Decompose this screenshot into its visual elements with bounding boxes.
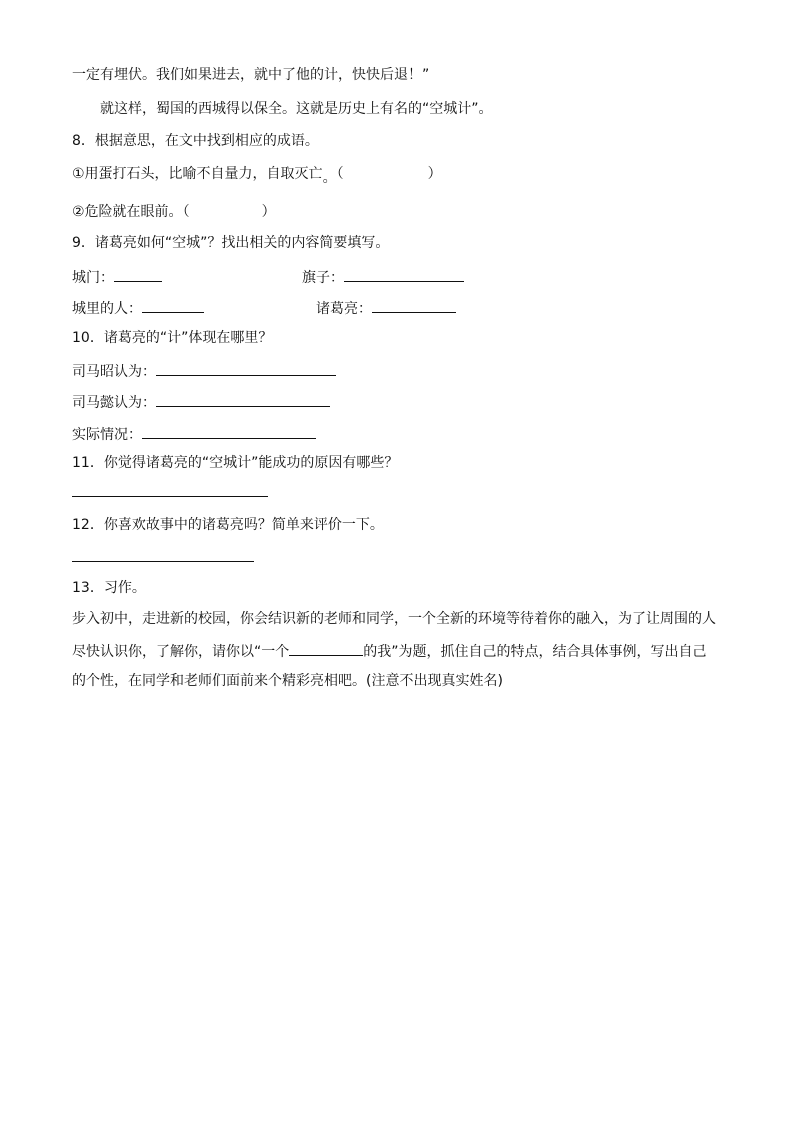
passage-line-1: 一定有埋伏。我们如果进去，就中了他的计，快快后退！”	[72, 67, 430, 83]
people-field	[72, 298, 204, 318]
item-1-lparen: （	[336, 166, 344, 182]
item-1-dot: 。	[322, 170, 337, 186]
question-11-answer-line[interactable]	[72, 496, 268, 497]
passage-line-2: 就这样，蜀国的西城得以保全。这就是历史上有名的“空城计”。	[100, 101, 493, 117]
question-8-item-2	[72, 203, 276, 221]
item-1-rparen: ）	[427, 166, 442, 182]
gate-field	[72, 267, 162, 287]
zhuge-label: 诸葛亮：	[316, 301, 372, 317]
question-10-stem: 10．诸葛亮的“计”体现在哪里？	[72, 330, 273, 346]
fact-answer-blank[interactable]	[142, 424, 316, 439]
flag-label: 旗子：	[302, 270, 344, 286]
essay-line-2-start: 尽快认识你，了解你，请你以“一个	[72, 644, 290, 660]
flag-answer-blank[interactable]	[344, 267, 464, 282]
fact-label: 实际情况：	[72, 427, 142, 443]
gate-label: 城门：	[72, 270, 114, 286]
people-answer-blank[interactable]	[142, 298, 204, 313]
item-2-rparen: ）	[261, 204, 276, 220]
essay-line-1: 步入初中，走进新的校园，你会结识新的老师和同学，一个全新的环境等待着你的融入，为了让周围的人	[72, 611, 716, 627]
essay-title-blank[interactable]	[289, 641, 363, 656]
question-13-stem: 13．习作。	[72, 580, 146, 596]
item-2-text: ②危险就在眼前。	[72, 204, 183, 220]
question-11-stem: 11．你觉得诸葛亮的“空城计”能成功的原因有哪些？	[72, 455, 399, 471]
item-1-text: ①用蛋打石头，比喻不自量力，自取灭亡	[72, 166, 323, 182]
question-8-stem: 8．根据意思，在文中找到相应的成语。	[72, 133, 319, 149]
yi-answer-blank[interactable]	[156, 392, 330, 407]
question-8-item-1	[72, 165, 442, 186]
flag-field	[302, 267, 464, 287]
zhao-field	[72, 361, 336, 381]
zhao-answer-blank[interactable]	[156, 361, 336, 376]
zhao-label: 司马昭认为：	[72, 364, 156, 380]
yi-label: 司马懿认为：	[72, 395, 156, 411]
gate-answer-blank[interactable]	[114, 267, 162, 282]
essay-line-2	[72, 641, 707, 661]
question-9-stem: 9．诸葛亮如何“空城”？找出相关的内容简要填写。	[72, 235, 390, 251]
question-12-stem: 12．你喜欢故事中的诸葛亮吗？简单来评价一下。	[72, 517, 384, 533]
essay-line-3: 的个性，在同学和老师们面前来个精彩亮相吧。(注意不出现真实姓名)	[72, 673, 503, 689]
essay-line-2-end: 的我”为题，抓住自己的特点，结合具体事例，写出自己	[363, 644, 707, 660]
zhuge-answer-blank[interactable]	[372, 298, 456, 313]
fact-field	[72, 424, 316, 444]
item-2-lparen: （	[182, 204, 190, 220]
yi-field	[72, 392, 330, 412]
people-label: 城里的人：	[72, 301, 142, 317]
question-12-answer-line[interactable]	[72, 561, 254, 562]
zhuge-field	[316, 298, 456, 318]
